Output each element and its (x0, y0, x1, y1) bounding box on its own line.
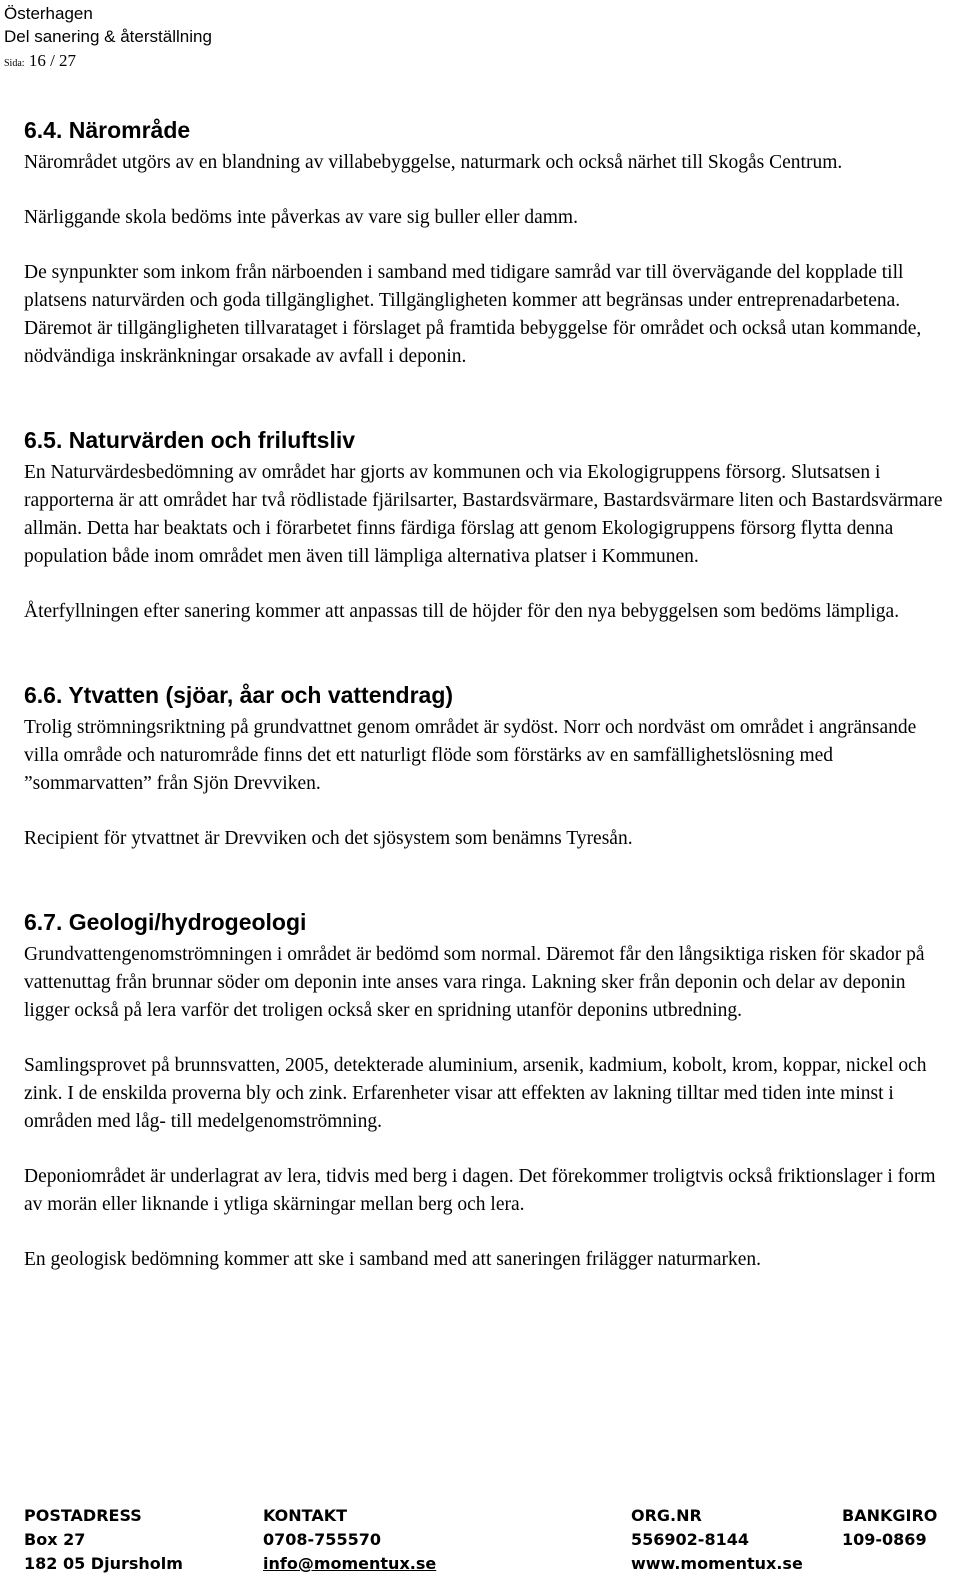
section-heading: 6.5. Naturvärden och friluftsliv (24, 427, 356, 453)
paragraph: Recipient för ytvattnet är Drevviken och det sjösystem som benämns Tyresån. (24, 828, 633, 849)
page-header (4, 2, 212, 77)
paragraph: Närliggande skola bedöms inte påverkas av vare sig buller eller damm. (24, 207, 578, 228)
section-naromrade (24, 115, 954, 371)
footer-address (24, 1504, 183, 1576)
footer-contact-label: KONTAKT (263, 1506, 348, 1525)
paragraph: En Naturvärdesbedömning av området har gjorts av kommunen och via Ekologigruppens försorg. Slutsatsen i rapporterna är att området har två rödlistade fjärilsarter, Bastardsvärmare, Bastardsvärmare liten och Bastardsvärmare allmän. Detta har beaktats och i förarbetet finns färdiga förslag att genom Ekologigruppens försorg flytta denna population både inom området men även till lämpliga alternativa platser i Kommunen. (24, 462, 943, 567)
page-number (4, 48, 212, 77)
paragraph: Trolig strömningsriktning på grundvattnet genom området är sydöst. Norr och nordväst om området i angränsande villa område och naturområde finns det ett naturligt flöde som förstärks av en samfällighetslösning med ”sommarvatten” från Sjön Drevviken. (24, 717, 917, 794)
footer-address-line1: Box 27 (24, 1530, 86, 1549)
footer-address-label: POSTADRESS (24, 1506, 142, 1525)
section-naturvarden (24, 425, 954, 626)
section-heading: 6.4. Närområde (24, 117, 191, 143)
paragraph: Återfyllningen efter sanering kommer att anpassas till de höjder för den nya bebyggelsen som bedöms lämpliga. (24, 601, 900, 622)
footer-phone: 0708-755570 (263, 1530, 381, 1549)
paragraph: Deponiområdet är underlagrat av lera, tidvis med berg i dagen. Det förekommer troligtvis också friktionslager i form av morän eller liknande i ytliga skärningar mellan berg och lera. (24, 1166, 936, 1215)
document-body (24, 115, 954, 1274)
footer-address-line2: 182 05 Djursholm (24, 1554, 183, 1573)
page-number-value: 16 / 27 (28, 51, 77, 70)
section-geologi (24, 907, 954, 1274)
footer-contact (263, 1504, 436, 1576)
paragraph: De synpunkter som inkom från närboenden i samband med tidigare samråd var till övervägande del kopplade till platsens naturvärden och goda tillgänglighet. Tillgängligheten kommer att begränsas under entreprenadarbetena. Däremot är tillgängligheten tillvarataget i förslaget på framtida bebyggelse för området och också utan kommande, nödvändiga inskränkningar orsakade av avfall i deponin. (24, 262, 922, 367)
paragraph: Grundvattengenomströmningen i området är bedömd som normal. Däremot får den långsiktiga risken för skador på vattenuttag från brunnar söder om deponin inte anses vara ringa. Lakning sker från deponin och delar av deponin ligger också på lera varför det troligen också sker en spridning utanför deponins utbredning. (24, 944, 925, 1021)
footer-bank (842, 1504, 937, 1552)
paragraph: Samlingsprovet på brunnsvatten, 2005, detekterade aluminium, arsenik, kadmium, kobolt, krom, koppar, nickel och zink. I de enskilda proverna bly och zink. Erfarenheter visar att effekten av lakning tilltar med tiden inte minst i områden med låg- till medelgenomströmning. (24, 1055, 927, 1132)
header-company: Österhagen (4, 4, 93, 23)
footer-bank-label: BANKGIRO (842, 1506, 938, 1525)
footer-website: www.momentux.se (631, 1554, 803, 1573)
paragraph: En geologisk bedömning kommer att ske i samband med att saneringen frilägger naturmarken. (24, 1249, 762, 1270)
paragraph: Närområdet utgörs av en blandning av villabebyggelse, naturmark och också närhet till Skogås Centrum. (24, 152, 843, 173)
footer-org-label: ORG.NR (631, 1506, 702, 1525)
section-ytvatten (24, 680, 954, 853)
section-heading: 6.6. Ytvatten (sjöar, åar och vattendrag) (24, 682, 454, 708)
page-label: Sida: (4, 58, 25, 69)
footer-org-number: 556902-8144 (631, 1530, 749, 1549)
footer-bank-number: 109-0869 (842, 1530, 927, 1549)
footer-email-link[interactable]: info@momentux.se (263, 1554, 437, 1573)
header-title: Del sanering & återställning (4, 27, 212, 46)
footer-org (631, 1504, 803, 1576)
section-heading: 6.7. Geologi/hydrogeologi (24, 909, 307, 935)
